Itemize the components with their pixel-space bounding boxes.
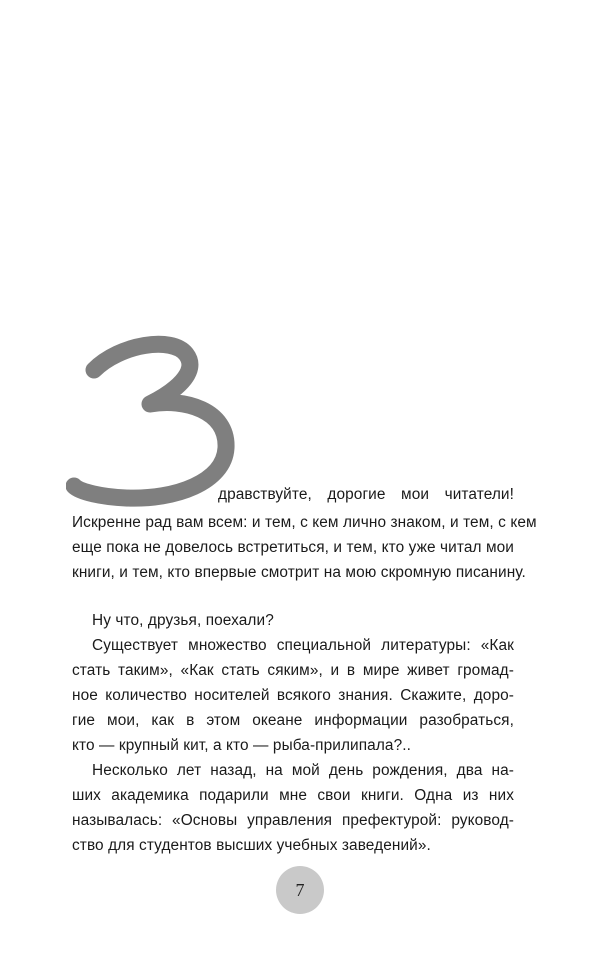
body-text-line: ное количество носителей всякого знания. Скажите, доро- [72, 687, 514, 704]
page-number: 7 [295, 879, 305, 900]
body-text-line: называлась: «Основы управления префектурой: руковод- [72, 812, 514, 829]
page-number-badge [276, 866, 324, 914]
body-text-line: Несколько лет назад, на мой день рождения, два на- [92, 762, 514, 779]
body-text-line: стать таким», «Как стать сяким», и в мире живет громад- [72, 662, 514, 679]
body-text-line: ство для студентов высших учебных заведений». [72, 837, 431, 854]
body-text-line: еще пока не довелось встретиться, и тем, кто уже читал мои [72, 539, 514, 556]
body-text-line: Искренне рад вам всем: и тем, с кем лично знаком, и тем, с кем [72, 514, 537, 531]
body-text-line: кто — крупный кит, а кто — рыба-прилипала?.. [72, 737, 411, 754]
body-text-line: дравствуйте, дорогие мои читатели! [218, 486, 514, 503]
body-text-line: ших академика подарили мне свои книги. Одна из них [72, 787, 514, 804]
drop-cap-letter [66, 326, 238, 508]
body-text-line: Существует множество специальной литературы: «Как [92, 637, 514, 654]
body-text-line: гие мои, как в этом океане информации разобраться, [72, 712, 514, 729]
body-text-line: книги, и тем, кто впервые смотрит на мою скромную писанину. [72, 564, 526, 581]
body-text-line: Ну что, друзья, поехали? [92, 612, 274, 629]
